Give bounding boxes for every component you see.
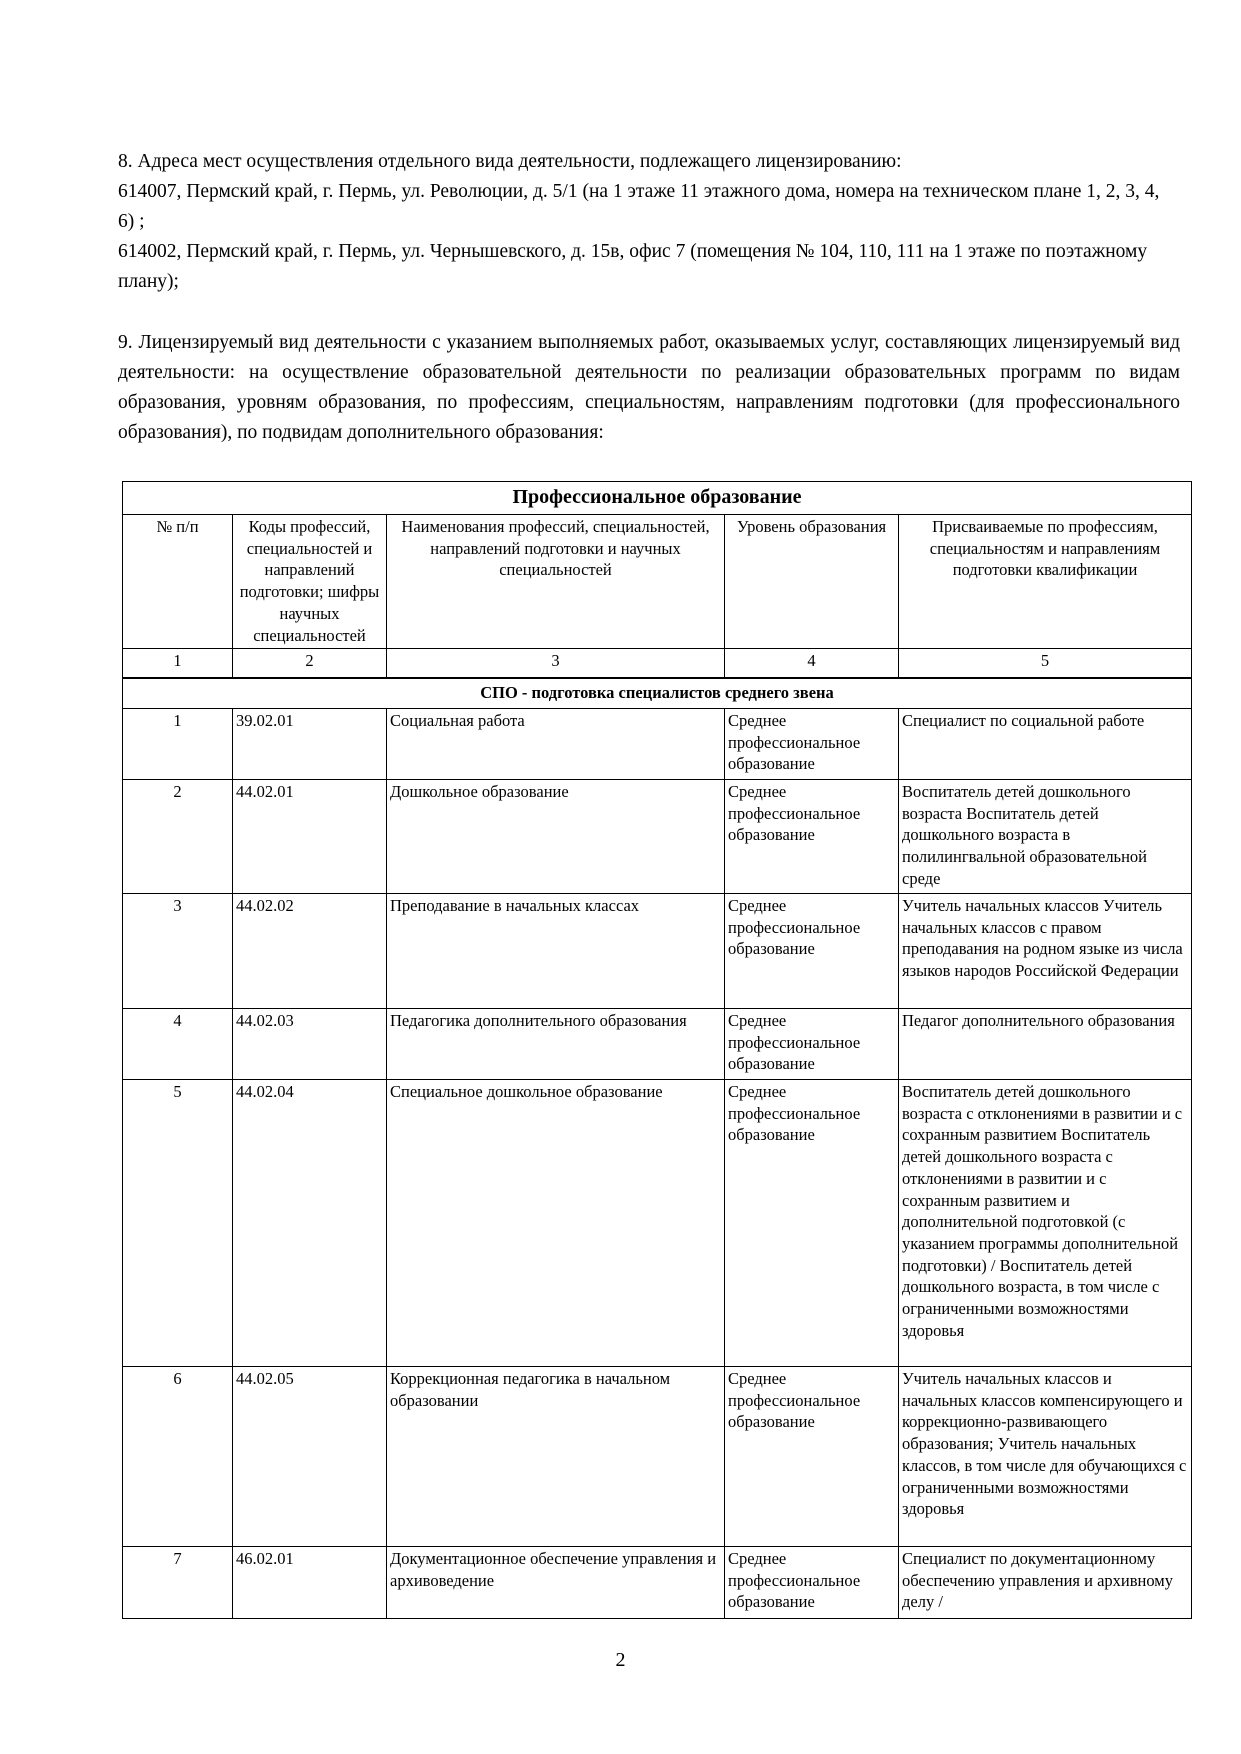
section-8-heading: 8. Адреса мест осуществления отдельного вида деятельности, подлежащего лицензированию:: [118, 151, 902, 172]
cell-name: Коррекционная педагогика в начальном образовании: [387, 1367, 725, 1547]
cell-row-number: 4: [123, 1009, 233, 1080]
table-row: [123, 894, 1192, 1009]
cell-code: 44.02.01: [233, 780, 387, 894]
cell-row-number: 2: [123, 780, 233, 894]
cell-level: Среднее профессиональное образование: [725, 1547, 899, 1619]
cell-code: 44.02.05: [233, 1367, 387, 1547]
cell-qualification: Воспитатель детей дошкольного возраста Воспитатель детей дошкольного возраста в полилингвальной образовательной среде: [899, 780, 1192, 894]
table-row: [123, 1009, 1192, 1080]
table-row: [123, 780, 1192, 894]
cell-code: 44.02.03: [233, 1009, 387, 1080]
section-8-addresses: [118, 147, 1180, 297]
cell-level: Среднее профессиональное образование: [725, 894, 899, 1009]
section-9-activity: 9. Лицензируемый вид деятельности с указанием выполняемых работ, оказываемых услуг, составляющих лицензируемый вид деятельности: на осуществление образовательной деятельности по реализации образовательных программ по видам образования, уровням образования, по профессиям, специальностям, направлениям подготовки (для профессионального образования), по подвидам дополнительного образования:: [118, 332, 1180, 443]
table-title: Профессиональное образование: [123, 482, 1192, 515]
table-row: [123, 709, 1192, 780]
column-number: 4: [725, 649, 899, 678]
cell-row-number: 5: [123, 1080, 233, 1367]
address-2: 614002, Пермский край, г. Пермь, ул. Чернышевского, д. 15в, офис 7 (помещения № 104, 110, 111 на 1 этаже по поэтажному плану);: [118, 241, 1148, 292]
header-qualifications: Присваиваемые по профессиям, специальностям и направлениям подготовки квалификации: [899, 515, 1192, 649]
header-codes: Коды профессий, специальностей и направлений подготовки; шифры научных специальностей: [233, 515, 387, 649]
cell-level: Среднее профессиональное образование: [725, 1009, 899, 1080]
professional-education-table: [122, 481, 1192, 1619]
cell-qualification: Специалист по документационному обеспечению управления и архивному делу /: [899, 1547, 1192, 1619]
column-number: 1: [123, 649, 233, 678]
cell-code: 39.02.01: [233, 709, 387, 780]
cell-qualification: Воспитатель детей дошкольного возраста с отклонениями в развитии и с сохранным развитием Воспитатель детей дошкольного возраста с отклонениями в развитии и с сохранным развитием и дополнительной подготовкой (с указанием программы дополнительной подготовки) / Воспитатель детей дошкольного возраста, в том числе с ограниченными возможностями здоровья: [899, 1080, 1192, 1367]
header-number: № п/п: [123, 515, 233, 649]
cell-level: Среднее профессиональное образование: [725, 709, 899, 780]
cell-qualification: Педагог дополнительного образования: [899, 1009, 1192, 1080]
cell-level: Среднее профессиональное образование: [725, 780, 899, 894]
cell-row-number: 6: [123, 1367, 233, 1547]
cell-level: Среднее профессиональное образование: [725, 1080, 899, 1367]
cell-row-number: 7: [123, 1547, 233, 1619]
column-number: 2: [233, 649, 387, 678]
cell-qualification: Специалист по социальной работе: [899, 709, 1192, 780]
column-number: 5: [899, 649, 1192, 678]
cell-qualification: Учитель начальных классов Учитель начальных классов с правом преподавания на родном языке из числа языков народов Российской Федерации: [899, 894, 1192, 1009]
cell-code: 46.02.01: [233, 1547, 387, 1619]
column-number-row: [123, 649, 1192, 678]
header-level: Уровень образования: [725, 515, 899, 649]
cell-name: Социальная работа: [387, 709, 725, 780]
column-number: 3: [387, 649, 725, 678]
cell-name: Преподавание в начальных классах: [387, 894, 725, 1009]
cell-code: 44.02.02: [233, 894, 387, 1009]
address-1: 614007, Пермский край, г. Пермь, ул. Революции, д. 5/1 (на 1 этаже 11 этажного дома, номера на техническом плане 1, 2, 3, 4, 6) ;: [118, 181, 1160, 232]
table-header-row: [123, 515, 1192, 649]
table-row: [123, 1547, 1192, 1619]
cell-name: Документационное обеспечение управления и архивоведение: [387, 1547, 725, 1619]
table-row: [123, 1367, 1192, 1547]
cell-row-number: 1: [123, 709, 233, 780]
cell-name: Специальное дошкольное образование: [387, 1080, 725, 1367]
cell-code: 44.02.04: [233, 1080, 387, 1367]
page-number: 2: [615, 1649, 626, 1671]
cell-name: Дошкольное образование: [387, 780, 725, 894]
cell-qualification: Учитель начальных классов и начальных классов компенсирующего и коррекционно-развивающего образования; Учитель начальных классов, в том числе для обучающихся с ограниченными возможностями здоровья: [899, 1367, 1192, 1547]
cell-level: Среднее профессиональное образование: [725, 1367, 899, 1547]
cell-row-number: 3: [123, 894, 233, 1009]
section-title: СПО - подготовка специалистов среднего звена: [123, 678, 1192, 709]
header-names: Наименования профессий, специальностей, направлений подготовки и научных специальностей: [387, 515, 725, 649]
cell-name: Педагогика дополнительного образования: [387, 1009, 725, 1080]
table-row: [123, 1080, 1192, 1367]
